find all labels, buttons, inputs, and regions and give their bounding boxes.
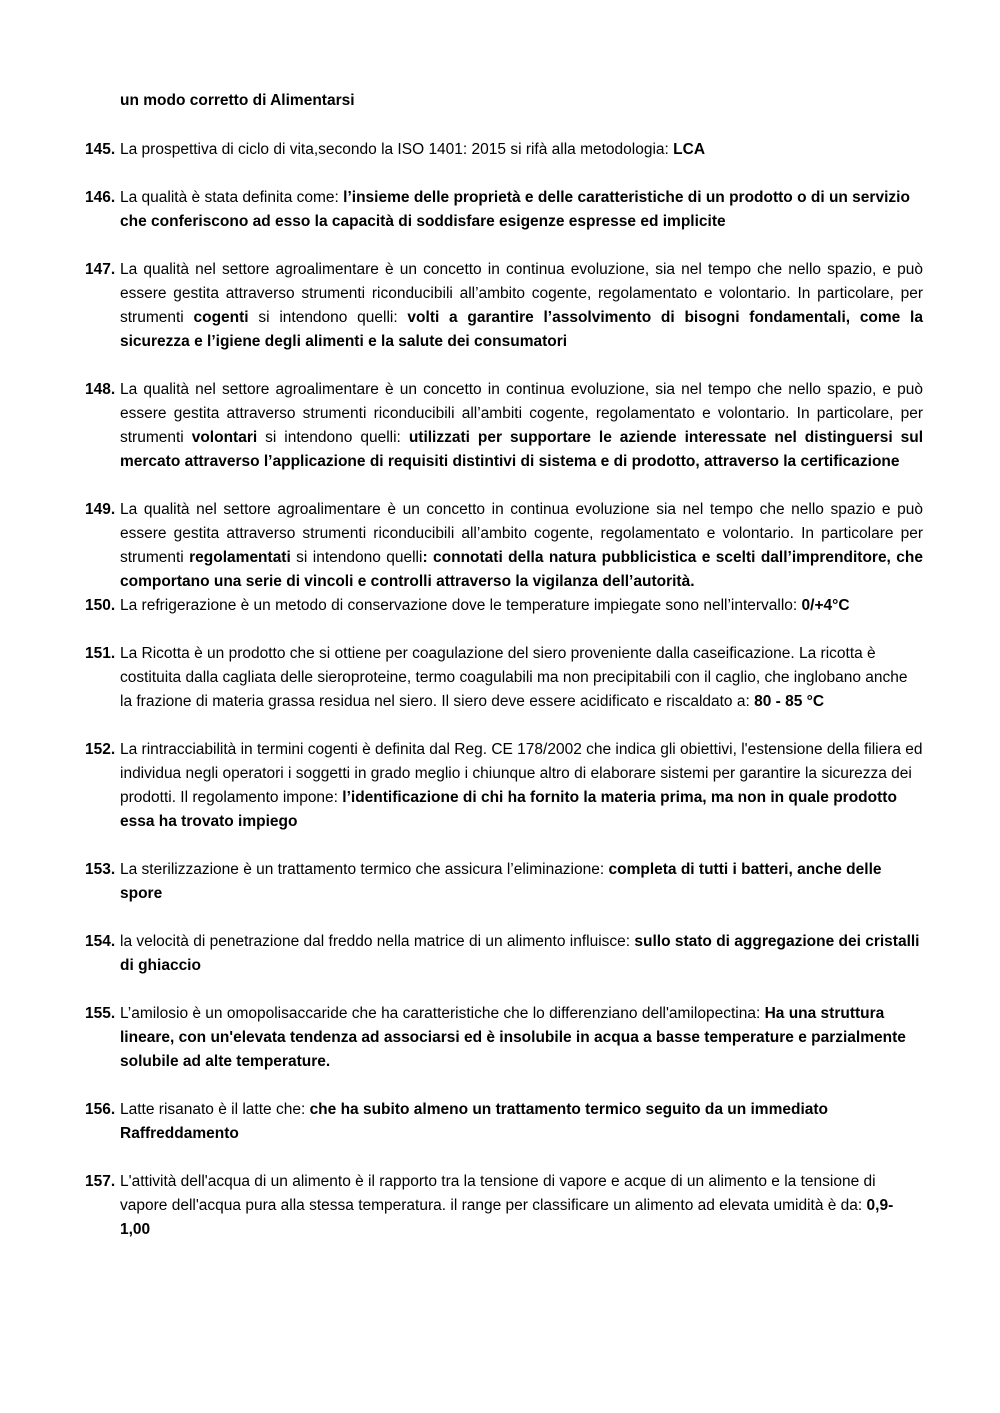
keyword-text: regolamentati xyxy=(189,549,291,566)
question-item-146 xyxy=(85,186,923,234)
question-text: La Ricotta è un prodotto che si ottiene per coagulazione del siero proveniente dalla caseificazione. La ricotta è costituita dalla cagliata delle sieroproteine, termo coagulabili ma non precipitabili con il caglio, che inglobano anche la frazione di materia grassa residua nel siero. Il siero deve essere acidificato e riscaldato a: xyxy=(120,645,908,710)
question-number: 154. xyxy=(85,933,116,950)
question-text: La qualità è stata definita come: xyxy=(120,189,344,206)
continuation-answer: un modo corretto di Alimentarsi xyxy=(120,92,355,109)
question-item-155 xyxy=(85,1002,923,1074)
question-item-148 xyxy=(85,378,923,474)
answer-text: l’insieme delle proprietà e delle caratteristiche di un prodotto o di un servizio che conferiscono ad esso la capacità di soddisfare esigenze espresse ed implicite xyxy=(120,189,910,230)
question-text: La qualità nel settore agroalimentare è un concetto in continua evoluzione, sia nel tempo che nello spazio, e può essere gestita attraverso strumenti riconducibili all’ambiti cogente, regolamentato e volontario. In particolare, per strumenti xyxy=(120,381,923,446)
question-text: L’amilosio è un omopolisaccaride che ha caratteristiche che lo differenziano dell'amilopectina: xyxy=(120,1005,765,1022)
question-number: 157. xyxy=(85,1173,116,1190)
answer-text: che ha subito almeno un trattamento termico seguito da un immediato Raffreddamento xyxy=(120,1101,829,1142)
keyword-text: volontari xyxy=(191,429,258,446)
question-item-154 xyxy=(85,930,923,978)
question-text: La refrigerazione è un metodo di conservazione dove le temperature impiegate sono nell’intervallo: xyxy=(120,597,802,614)
question-text: la velocità di penetrazione dal freddo nella matrice di un alimento influisce: xyxy=(120,933,635,950)
question-number: 147. xyxy=(85,261,116,278)
keyword-text: cogenti xyxy=(193,309,249,326)
question-item-153 xyxy=(85,858,923,906)
answer-text: l’identificazione di chi ha fornito la materia prima, ma non in quale prodotto essa ha trovato impiego xyxy=(120,789,897,830)
question-number: 145. xyxy=(85,141,116,158)
question-text: L'attività dell'acqua di un alimento è il rapporto tra la tensione di vapore e acque di un alimento e la tensione di vapore dell'acqua pura alla stessa temperatura. il range per classificare un alimento ad elevata umidità è da: xyxy=(120,1173,876,1214)
question-number: 153. xyxy=(85,861,116,878)
answer-text: : connotati della natura pubblicistica e scelti dall’imprenditore, che comportano una serie di vincoli e controlli attraverso la vigilanza dell’autorità. xyxy=(120,549,923,590)
question-item-157 xyxy=(85,1170,923,1242)
question-item-156 xyxy=(85,1098,923,1146)
question-number: 146. xyxy=(85,189,116,206)
question-number: 148. xyxy=(85,381,116,398)
question-text: La rintracciabilità in termini cogenti è definita dal Reg. CE 178/2002 che indica gli obiettivi, l'estensione della filiera ed individua negli operatori i soggetti in grado meglio i chiunque altro di elaborare sistemi per garantire la sicurezza dei prodotti. Il regolamento impone: xyxy=(120,741,923,806)
answer-text: LCA xyxy=(673,141,706,158)
answer-text: sullo stato di aggregazione dei cristalli di ghiaccio xyxy=(120,933,920,974)
answer-text: 0/+4°C xyxy=(801,597,850,614)
question-item-151 xyxy=(85,642,923,714)
question-item-145 xyxy=(85,138,923,162)
question-item-147 xyxy=(85,258,923,354)
question-number: 149. xyxy=(85,501,116,518)
question-text: La prospettiva di ciclo di vita,secondo la ISO 1401: 2015 si rifà alla metodologia: xyxy=(120,141,674,158)
question-text: La sterilizzazione è un trattamento termico che assicura l’eliminazione: xyxy=(120,861,609,878)
answer-text: Ha una struttura lineare, con un'elevata tendenza ad associarsi ed è insolubile in acqua a basse temperature e parzialmente solubile ad alte temperature. xyxy=(120,1005,906,1070)
question-text-continued: si intendono quelli xyxy=(290,549,423,566)
question-number: 156. xyxy=(85,1101,116,1118)
answer-text: volti a garantire l’assolvimento di bisogni fondamentali, come la sicurezza e l’igiene degli alimenti e la salute dei consumatori xyxy=(120,309,923,350)
question-number: 151. xyxy=(85,645,116,662)
question-number: 152. xyxy=(85,741,116,758)
question-text-continued: si intendono quelli: xyxy=(257,429,409,446)
answer-text: utilizzati per supportare le aziende interessate nel distinguersi sul mercato attraverso l’applicazione di requisiti distintivi di sistema e di prodotto, attraverso la certificazione xyxy=(120,429,923,470)
answer-text: 80 - 85 °C xyxy=(754,693,825,710)
answer-text: completa di tutti i batteri, anche delle spore xyxy=(120,861,882,902)
question-item-150 xyxy=(85,594,923,618)
question-item-149 xyxy=(85,498,923,594)
answer-text: 0,9-1,00 xyxy=(120,1197,894,1238)
question-list xyxy=(85,138,923,1266)
question-text-continued: si intendono quelli: xyxy=(248,309,408,326)
question-item-152 xyxy=(85,738,923,834)
question-text: La qualità nel settore agroalimentare è un concetto in continua evoluzione, sia nel tempo che nello spazio, e può essere gestita attraverso strumenti riconducibili all’ambito cogente, regolamentato e volontario. In particolare, per strumenti xyxy=(120,261,923,326)
question-number: 155. xyxy=(85,1005,116,1022)
question-number: 150. xyxy=(85,597,116,614)
question-text: Latte risanato è il latte che: xyxy=(120,1101,310,1118)
question-text: La qualità nel settore agroalimentare è un concetto in continua evoluzione sia nel tempo che nello spazio e può essere gestita attraverso strumenti riconducibili all’ambito cogente, regolamentato e volontario. In particolare per strumenti xyxy=(120,501,923,566)
